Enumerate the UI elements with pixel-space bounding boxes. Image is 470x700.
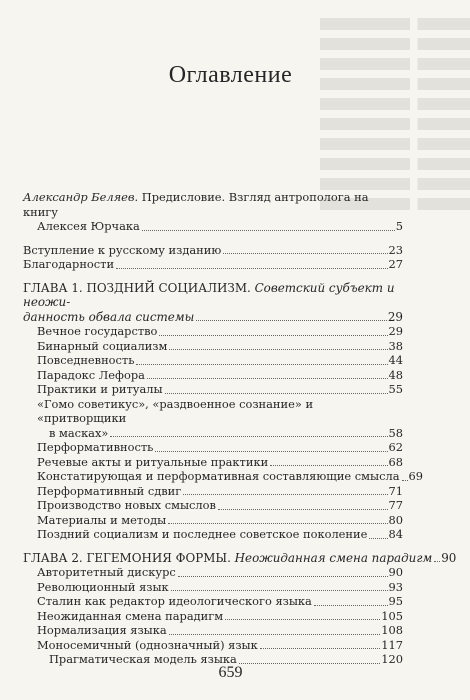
page-ref: 58 xyxy=(388,425,403,440)
bleed-through-text xyxy=(320,18,470,218)
toc-entry xyxy=(23,638,403,653)
dot-leader xyxy=(260,648,381,649)
toc-entry xyxy=(23,324,403,339)
dot-leader xyxy=(314,605,388,606)
dot-leader xyxy=(225,619,380,620)
dot-leader xyxy=(159,335,387,336)
toc-label: Парадокс Лефора xyxy=(37,367,145,382)
dot-leader xyxy=(165,393,388,394)
toc-entry xyxy=(23,440,403,455)
dot-leader xyxy=(434,561,440,562)
page-ref: 117 xyxy=(381,637,403,652)
toc-label: Производство новых смыслов xyxy=(37,498,216,512)
toc-entry-thanks xyxy=(23,257,403,272)
toc-entry-intro xyxy=(23,243,403,258)
page-ref: 93 xyxy=(388,579,403,594)
preface-title: . Предисловие. Взгляд антрополога на книгу xyxy=(23,190,369,219)
toc-entry-preface xyxy=(23,190,403,219)
toc-entry xyxy=(23,382,403,397)
toc-entry xyxy=(23,609,403,624)
toc-label: Перформативный сдвиг xyxy=(37,483,182,498)
page-ref: 38 xyxy=(388,338,403,353)
table-of-contents xyxy=(23,190,457,667)
toc-label: Революционный язык xyxy=(37,579,169,594)
chapter2-subtitle: Неожиданная смена парадигм xyxy=(234,550,433,565)
chapter1-heading-cont xyxy=(23,310,403,325)
toc-label: Повседневность xyxy=(37,353,135,367)
toc-entry xyxy=(23,353,403,368)
dot-leader xyxy=(116,268,387,269)
chapter1-heading xyxy=(23,281,403,310)
toc-label: Вечное государство xyxy=(37,324,158,338)
page-ref: 84 xyxy=(388,527,403,541)
page-ref: 120 xyxy=(381,652,403,666)
chapter2-heading xyxy=(23,550,457,566)
toc-label: Вступление к русскому изданию xyxy=(23,242,222,257)
toc-entry xyxy=(23,368,403,383)
dot-leader xyxy=(155,451,387,452)
toc-label: Неожиданная смена парадигм xyxy=(37,608,224,623)
dot-leader xyxy=(183,494,387,495)
toc-entry xyxy=(23,339,403,354)
toc-entry-preface-cont xyxy=(23,219,403,234)
toc-entry xyxy=(23,594,403,609)
page-ref: 29 xyxy=(387,309,403,324)
page-ref: 95 xyxy=(388,594,403,608)
page-ref: 71 xyxy=(388,483,403,498)
toc-label: Сталин как редактор идеологического языка xyxy=(37,594,312,608)
page-ref: 108 xyxy=(381,623,403,637)
toc-entry xyxy=(23,623,403,638)
toc-entry xyxy=(23,527,403,542)
toc-entry-multi xyxy=(23,397,403,426)
toc-entry xyxy=(23,565,403,580)
toc-label: Речевые акты и ритуальные практики xyxy=(37,454,269,469)
toc-entry xyxy=(23,513,403,528)
page-ref: 90 xyxy=(388,565,403,579)
toc-label: Нормализация языка xyxy=(37,623,167,637)
toc-entry-multi-cont xyxy=(23,426,403,441)
page-ref: 90 xyxy=(441,550,457,565)
page-title: Оглавление xyxy=(168,62,293,88)
preface-author: Александр Беляев xyxy=(23,190,135,204)
toc-entry xyxy=(23,469,423,484)
toc-label: в масках» xyxy=(49,425,109,440)
dot-leader xyxy=(110,436,387,437)
page-ref: 77 xyxy=(388,498,403,512)
page-ref: 62 xyxy=(388,440,403,454)
toc-entry xyxy=(23,580,403,595)
dot-leader xyxy=(178,576,388,577)
page-ref: 69 xyxy=(408,469,423,483)
toc-entry xyxy=(23,498,403,513)
toc-entry xyxy=(23,484,403,499)
toc-label: Перформативность xyxy=(37,440,154,454)
toc-label: Поздний социализм и последнее советское поколение xyxy=(37,527,368,541)
toc-label: Благодарности xyxy=(23,257,115,271)
page-number: 659 xyxy=(218,664,243,681)
page-ref: 44 xyxy=(388,353,403,367)
page-ref: 48 xyxy=(388,367,403,382)
chapter1-head: ГЛАВА 1. ПОЗДНИЙ СОЦИАЛИЗМ. xyxy=(23,280,251,295)
preface-line2: Алексея Юрчака xyxy=(37,219,140,233)
page-ref: 23 xyxy=(388,242,403,257)
toc-label: Авторитетный дискурс xyxy=(37,565,176,579)
dot-leader xyxy=(168,523,387,524)
dot-leader xyxy=(169,349,387,350)
toc-label: Констатирующая и перформативная составляющие смысла xyxy=(37,469,400,483)
dot-leader xyxy=(218,509,388,510)
dot-leader xyxy=(270,465,387,466)
toc-label: «Гомо советикус», «раздвоенное сознание» и «притворщики xyxy=(37,396,314,425)
page-ref: 5 xyxy=(395,219,403,233)
chapter1-subtitle-b: данность обвала системы xyxy=(23,309,195,324)
toc-label: Бинарный социализм xyxy=(37,338,168,353)
page-ref: 27 xyxy=(388,257,403,271)
dot-leader xyxy=(171,590,388,591)
dot-leader xyxy=(142,230,395,231)
chapter2-head: ГЛАВА 2. ГЕГЕМОНИЯ ФОРМЫ. xyxy=(23,550,231,565)
page-ref: 68 xyxy=(388,454,403,469)
dot-leader xyxy=(136,364,387,365)
toc-label: Практики и ритуалы xyxy=(37,382,163,396)
page-ref: 105 xyxy=(381,608,403,623)
page-ref: 55 xyxy=(388,382,403,396)
dot-leader xyxy=(369,538,387,539)
dot-leader xyxy=(196,320,387,321)
dot-leader xyxy=(402,480,408,481)
dot-leader xyxy=(223,253,387,254)
dot-leader xyxy=(147,378,388,379)
toc-entry xyxy=(23,455,403,470)
chapter1-subtitle-a: Советский субъект и неожи- xyxy=(23,280,395,309)
toc-label: Моносемичный (однозначный) язык xyxy=(37,637,258,652)
toc-label: Материалы и методы xyxy=(37,512,167,527)
dot-leader xyxy=(169,634,381,635)
toc-label: Прагматическая модель языка xyxy=(49,652,237,666)
page-ref: 29 xyxy=(388,324,403,338)
page-ref: 80 xyxy=(388,512,403,527)
